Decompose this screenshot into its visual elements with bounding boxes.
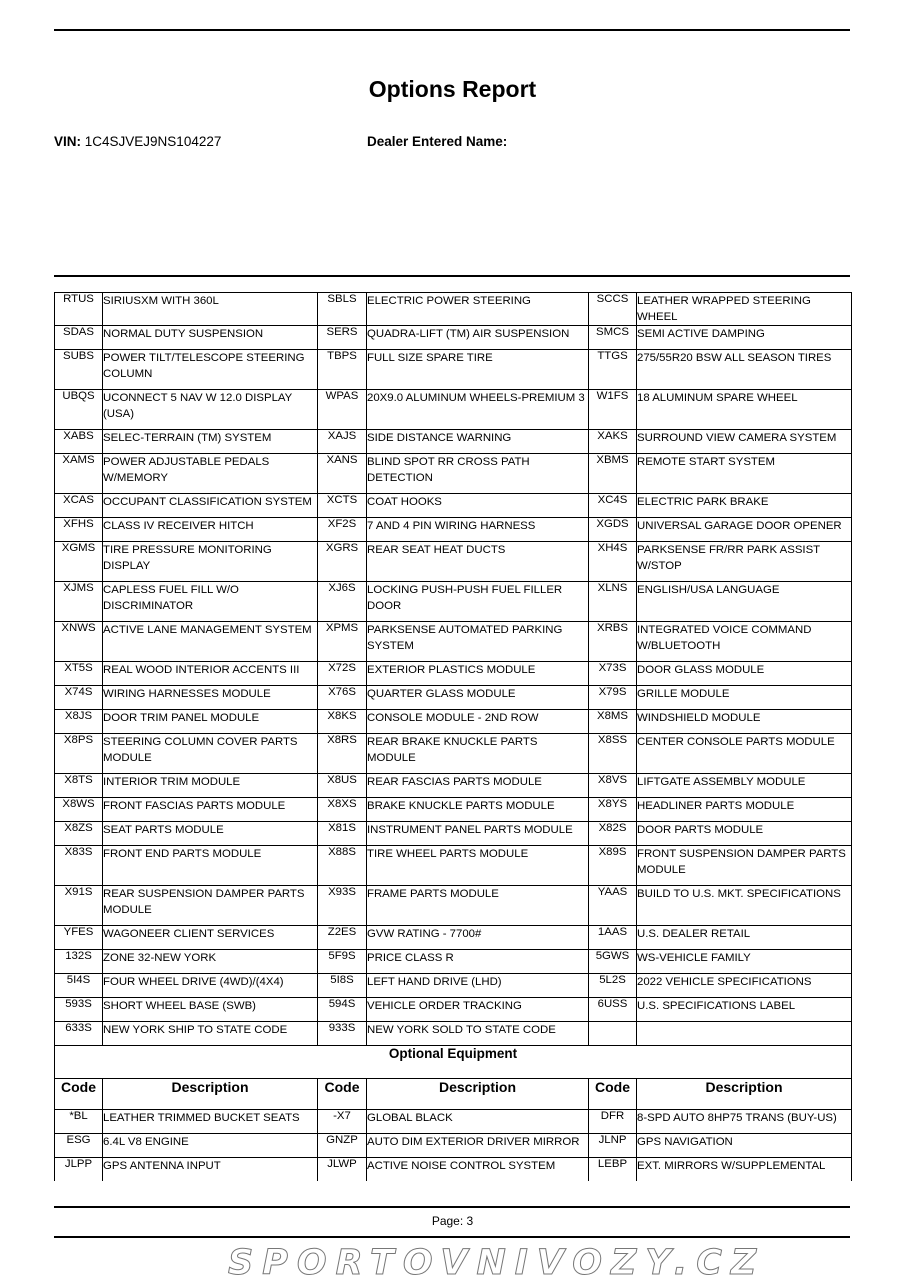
table-row — [55, 886, 852, 926]
option-description: OCCUPANT CLASSIFICATION SYSTEM — [103, 494, 318, 518]
vin-value: 1C4SJVEJ9NS104227 — [84, 134, 222, 149]
option-description — [637, 1022, 852, 1046]
column-header-row — [55, 1079, 852, 1110]
table-row — [55, 974, 852, 998]
option-description: BLIND SPOT RR CROSS PATH DETECTION — [367, 454, 589, 494]
option-code: 5GWS — [589, 950, 637, 974]
option-description: QUARTER GLASS MODULE — [367, 686, 589, 710]
option-description: INSTRUMENT PANEL PARTS MODULE — [367, 822, 589, 846]
option-code: 5F9S — [318, 950, 367, 974]
column-header-code: Code — [318, 1079, 367, 1110]
option-description: UCONNECT 5 NAV W 12.0 DISPLAY (USA) — [103, 390, 318, 430]
option-description: REMOTE START SYSTEM — [637, 454, 852, 494]
table-row — [55, 1134, 852, 1158]
option-code: XCAS — [55, 494, 103, 518]
option-code: 5I4S — [55, 974, 103, 998]
option-description: HEADLINER PARTS MODULE — [637, 798, 852, 822]
option-description: GRILLE MODULE — [637, 686, 852, 710]
option-code: X82S — [589, 822, 637, 846]
column-header-description: Description — [103, 1079, 318, 1110]
option-code: X8US — [318, 774, 367, 798]
option-description: WAGONEER CLIENT SERVICES — [103, 926, 318, 950]
top-rule — [54, 29, 850, 31]
option-description: FOUR WHEEL DRIVE (4WD)/(4X4) — [103, 974, 318, 998]
table-row — [55, 326, 852, 350]
option-description: SEMI ACTIVE DAMPING — [637, 326, 852, 350]
option-code: X8YS — [589, 798, 637, 822]
table-row — [55, 846, 852, 886]
option-code: X89S — [589, 846, 637, 886]
option-code: 5L2S — [589, 974, 637, 998]
option-description: 6.4L V8 ENGINE — [103, 1134, 318, 1158]
table-row — [55, 798, 852, 822]
option-description: QUADRA-LIFT (TM) AIR SUSPENSION — [367, 326, 589, 350]
option-description: 2022 VEHICLE SPECIFICATIONS — [637, 974, 852, 998]
option-code: X8JS — [55, 710, 103, 734]
option-code: *BL — [55, 1110, 103, 1134]
option-code: 1AAS — [589, 926, 637, 950]
option-code: XAMS — [55, 454, 103, 494]
column-header-code: Code — [55, 1079, 103, 1110]
option-description: LOCKING PUSH-PUSH FUEL FILLER DOOR — [367, 582, 589, 622]
option-description: 20X9.0 ALUMINUM WHEELS-PREMIUM 3 — [367, 390, 589, 430]
table-row — [55, 430, 852, 454]
optional-section-title: Optional Equipment — [55, 1046, 852, 1079]
optional-equipment-body — [55, 1046, 852, 1182]
option-description: GPS NAVIGATION — [637, 1134, 852, 1158]
option-code: XGMS — [55, 542, 103, 582]
option-code: XJ6S — [318, 582, 367, 622]
option-description: PARKSENSE AUTOMATED PARKING SYSTEM — [367, 622, 589, 662]
footer-rule-bottom — [54, 1236, 850, 1238]
option-description: ENGLISH/USA LANGUAGE — [637, 582, 852, 622]
option-description: ELECTRIC PARK BRAKE — [637, 494, 852, 518]
option-code: -X7 — [318, 1110, 367, 1134]
option-description: REAL WOOD INTERIOR ACCENTS III — [103, 662, 318, 686]
option-code: X8KS — [318, 710, 367, 734]
watermark-logo: SPORTOVNIVOZY.CZ — [228, 1243, 766, 1283]
table-row — [55, 494, 852, 518]
option-code: SCCS — [589, 293, 637, 326]
option-description: UNIVERSAL GARAGE DOOR OPENER — [637, 518, 852, 542]
table-row — [55, 582, 852, 622]
option-description: BRAKE KNUCKLE PARTS MODULE — [367, 798, 589, 822]
footer-rule-top — [54, 1206, 850, 1208]
option-description: ACTIVE LANE MANAGEMENT SYSTEM — [103, 622, 318, 662]
option-description: DOOR GLASS MODULE — [637, 662, 852, 686]
option-code: XCTS — [318, 494, 367, 518]
option-description: FRONT FASCIAS PARTS MODULE — [103, 798, 318, 822]
option-code: XFHS — [55, 518, 103, 542]
option-description: COAT HOOKS — [367, 494, 589, 518]
option-description: DOOR PARTS MODULE — [637, 822, 852, 846]
table-row — [55, 774, 852, 798]
option-description: NEW YORK SOLD TO STATE CODE — [367, 1022, 589, 1046]
option-code: ESG — [55, 1134, 103, 1158]
option-code: RTUS — [55, 293, 103, 326]
option-code: 594S — [318, 998, 367, 1022]
option-code: Z2ES — [318, 926, 367, 950]
option-description: ELECTRIC POWER STEERING — [367, 293, 589, 326]
option-description: AUTO DIM EXTERIOR DRIVER MIRROR — [367, 1134, 589, 1158]
option-code: X91S — [55, 886, 103, 926]
table-row — [55, 390, 852, 430]
vin-line — [54, 134, 221, 149]
option-description: NEW YORK SHIP TO STATE CODE — [103, 1022, 318, 1046]
option-code: SUBS — [55, 350, 103, 390]
option-code: XC4S — [589, 494, 637, 518]
option-code: XJMS — [55, 582, 103, 622]
option-description: FRAME PARTS MODULE — [367, 886, 589, 926]
option-code: 633S — [55, 1022, 103, 1046]
option-description: WINDSHIELD MODULE — [637, 710, 852, 734]
optional-section-header — [55, 1046, 852, 1079]
option-description: WIRING HARNESSES MODULE — [103, 686, 318, 710]
option-code: 132S — [55, 950, 103, 974]
option-description: GPS ANTENNA INPUT — [103, 1158, 318, 1182]
option-code: XLNS — [589, 582, 637, 622]
option-description: POWER TILT/TELESCOPE STEERING COLUMN — [103, 350, 318, 390]
option-description: SHORT WHEEL BASE (SWB) — [103, 998, 318, 1022]
option-description: REAR SEAT HEAT DUCTS — [367, 542, 589, 582]
table-row — [55, 822, 852, 846]
option-code: SMCS — [589, 326, 637, 350]
option-description: ZONE 32-NEW YORK — [103, 950, 318, 974]
table-row — [55, 293, 852, 326]
option-code: 5I8S — [318, 974, 367, 998]
option-code: XF2S — [318, 518, 367, 542]
option-description: LIFTGATE ASSEMBLY MODULE — [637, 774, 852, 798]
option-code: WPAS — [318, 390, 367, 430]
option-code: X93S — [318, 886, 367, 926]
option-code: X8ZS — [55, 822, 103, 846]
option-code: XBMS — [589, 454, 637, 494]
column-header-code: Code — [589, 1079, 637, 1110]
table-row — [55, 686, 852, 710]
table-row — [55, 1110, 852, 1134]
option-code: XAJS — [318, 430, 367, 454]
option-description: CAPLESS FUEL FILL W/O DISCRIMINATOR — [103, 582, 318, 622]
option-description: TIRE PRESSURE MONITORING DISPLAY — [103, 542, 318, 582]
option-code: DFR — [589, 1110, 637, 1134]
option-description: GLOBAL BLACK — [367, 1110, 589, 1134]
table-row — [55, 734, 852, 774]
option-code: XH4S — [589, 542, 637, 582]
option-description: STEERING COLUMN COVER PARTS MODULE — [103, 734, 318, 774]
option-code: 6USS — [589, 998, 637, 1022]
option-code — [589, 1022, 637, 1046]
option-code: X8SS — [589, 734, 637, 774]
option-description: U.S. SPECIFICATIONS LABEL — [637, 998, 852, 1022]
table-row — [55, 350, 852, 390]
page-title: Options Report — [368, 76, 537, 102]
option-code: XGDS — [589, 518, 637, 542]
option-description: LEFT HAND DRIVE (LHD) — [367, 974, 589, 998]
option-description: DOOR TRIM PANEL MODULE — [103, 710, 318, 734]
table-row — [55, 622, 852, 662]
option-code: X81S — [318, 822, 367, 846]
option-code: XGRS — [318, 542, 367, 582]
table-row — [55, 950, 852, 974]
option-description: ACTIVE NOISE CONTROL SYSTEM — [367, 1158, 589, 1182]
option-description: BUILD TO U.S. MKT. SPECIFICATIONS — [637, 886, 852, 926]
option-code: UBQS — [55, 390, 103, 430]
option-code: XAKS — [589, 430, 637, 454]
option-code: JLWP — [318, 1158, 367, 1182]
option-code: YAAS — [589, 886, 637, 926]
option-description: INTEGRATED VOICE COMMAND W/BLUETOOTH — [637, 622, 852, 662]
option-code: JLNP — [589, 1134, 637, 1158]
option-description: PRICE CLASS R — [367, 950, 589, 974]
option-description: INTERIOR TRIM MODULE — [103, 774, 318, 798]
table-row — [55, 454, 852, 494]
option-description: 18 ALUMINUM SPARE WHEEL — [637, 390, 852, 430]
option-description: VEHICLE ORDER TRACKING — [367, 998, 589, 1022]
option-code: X8PS — [55, 734, 103, 774]
option-code: YFES — [55, 926, 103, 950]
vin-label: VIN: — [54, 134, 81, 149]
option-code: TTGS — [589, 350, 637, 390]
option-description: REAR BRAKE KNUCKLE PARTS MODULE — [367, 734, 589, 774]
option-description: EXT. MIRRORS W/SUPPLEMENTAL — [637, 1158, 852, 1182]
table-row — [55, 518, 852, 542]
option-code: W1FS — [589, 390, 637, 430]
option-code: X8MS — [589, 710, 637, 734]
option-code: X8XS — [318, 798, 367, 822]
page-number: Page: 3 — [431, 1214, 474, 1228]
options-table — [54, 292, 852, 1181]
option-description: WS-VEHICLE FAMILY — [637, 950, 852, 974]
option-code: XNWS — [55, 622, 103, 662]
standard-equipment-body — [55, 293, 852, 1046]
option-code: GNZP — [318, 1134, 367, 1158]
option-code: TBPS — [318, 350, 367, 390]
option-code: SDAS — [55, 326, 103, 350]
option-code: SERS — [318, 326, 367, 350]
option-code: XABS — [55, 430, 103, 454]
option-description: LEATHER TRIMMED BUCKET SEATS — [103, 1110, 318, 1134]
option-description: POWER ADJUSTABLE PEDALS W/MEMORY — [103, 454, 318, 494]
option-code: X8WS — [55, 798, 103, 822]
option-description: CENTER CONSOLE PARTS MODULE — [637, 734, 852, 774]
option-description: 8-SPD AUTO 8HP75 TRANS (BUY-US) — [637, 1110, 852, 1134]
option-description: 275/55R20 BSW ALL SEASON TIRES — [637, 350, 852, 390]
table-row — [55, 998, 852, 1022]
option-code: 593S — [55, 998, 103, 1022]
table-row — [55, 1022, 852, 1046]
option-code: XANS — [318, 454, 367, 494]
option-description: REAR FASCIAS PARTS MODULE — [367, 774, 589, 798]
option-code: X72S — [318, 662, 367, 686]
option-code: JLPP — [55, 1158, 103, 1182]
option-description: EXTERIOR PLASTICS MODULE — [367, 662, 589, 686]
header-rule — [54, 275, 850, 277]
option-description: 7 AND 4 PIN WIRING HARNESS — [367, 518, 589, 542]
table-row — [55, 710, 852, 734]
option-description: FULL SIZE SPARE TIRE — [367, 350, 589, 390]
table-row — [55, 542, 852, 582]
option-description: SELEC-TERRAIN (TM) SYSTEM — [103, 430, 318, 454]
option-description: SEAT PARTS MODULE — [103, 822, 318, 846]
column-header-description: Description — [637, 1079, 852, 1110]
option-description: LEATHER WRAPPED STEERING WHEEL — [637, 293, 852, 326]
option-code: XPMS — [318, 622, 367, 662]
option-code: XRBS — [589, 622, 637, 662]
option-description: TIRE WHEEL PARTS MODULE — [367, 846, 589, 886]
column-header-description: Description — [367, 1079, 589, 1110]
dealer-name-label: Dealer Entered Name: — [367, 134, 508, 149]
option-description: REAR SUSPENSION DAMPER PARTS MODULE — [103, 886, 318, 926]
table-row — [55, 1158, 852, 1182]
option-code: X79S — [589, 686, 637, 710]
option-code: X8RS — [318, 734, 367, 774]
option-code: X73S — [589, 662, 637, 686]
option-description: GVW RATING - 7700# — [367, 926, 589, 950]
option-code: X88S — [318, 846, 367, 886]
option-code: X76S — [318, 686, 367, 710]
option-description: FRONT SUSPENSION DAMPER PARTS MODULE — [637, 846, 852, 886]
option-code: SBLS — [318, 293, 367, 326]
option-code: LEBP — [589, 1158, 637, 1182]
option-code: XT5S — [55, 662, 103, 686]
option-description: U.S. DEALER RETAIL — [637, 926, 852, 950]
option-code: 933S — [318, 1022, 367, 1046]
option-description: SIDE DISTANCE WARNING — [367, 430, 589, 454]
option-description: NORMAL DUTY SUSPENSION — [103, 326, 318, 350]
option-description: FRONT END PARTS MODULE — [103, 846, 318, 886]
table-row — [55, 662, 852, 686]
option-description: SIRIUSXM WITH 360L — [103, 293, 318, 326]
option-description: CONSOLE MODULE - 2ND ROW — [367, 710, 589, 734]
option-description: CLASS IV RECEIVER HITCH — [103, 518, 318, 542]
option-description: PARKSENSE FR/RR PARK ASSIST W/STOP — [637, 542, 852, 582]
option-code: X74S — [55, 686, 103, 710]
option-code: X8TS — [55, 774, 103, 798]
table-row — [55, 926, 852, 950]
option-description: SURROUND VIEW CAMERA SYSTEM — [637, 430, 852, 454]
option-code: X8VS — [589, 774, 637, 798]
option-code: X83S — [55, 846, 103, 886]
